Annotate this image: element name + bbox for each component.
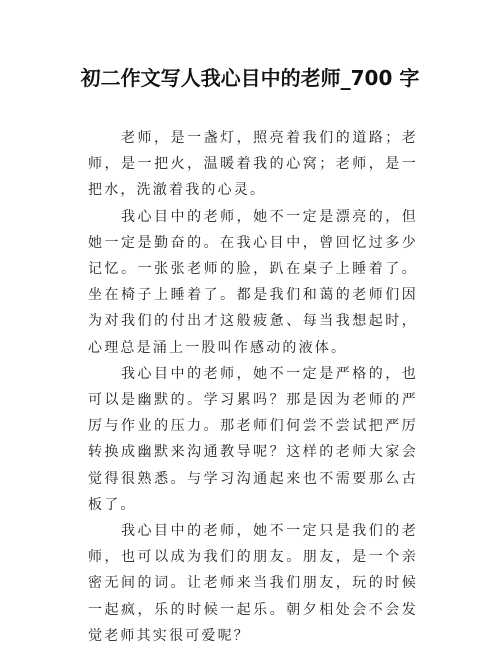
paragraph-2: 我心目中的老师，她不一定是漂亮的，但她一定是勤奋的。在我心目中，曾回忆过多少记忆。一张张老师的脸，趴在桌子上睡着了。坐在椅子上睡着了。都是我们和蔼的老师们因为对我们的付出才这般疲惫、每当我想起时，心理总是涌上一股叫作感动的液体。	[88, 208, 418, 356]
essay-body	[88, 125, 418, 649]
paragraph-4: 我心目中的老师，她不一定只是我们的老师，也可以成为我们的朋友。朋友，是一个亲密无间的词。让老师来当我们朋友，玩的时候一起疯，乐的时候一起乐。朝夕相处会不会发觉老师其实很可爱呢？	[88, 523, 418, 644]
paragraph-1: 老师，是一盏灯，照亮着我们的道路；老师，是一把火，温暖着我的心窝；老师，是一把水，洗澈着我的心灵。	[88, 130, 418, 199]
paragraph-3: 我心目中的老师，她不一定是严格的，也可以是幽默的。学习累吗？那是因为老师的严厉与作业的压力。那老师们何尝不尝试把严厉转换成幽默来沟通教导呢？这样的老师大家会觉得很熟悉。与学习沟通起来也不需要那么古板了。	[88, 365, 418, 513]
page-title: 初二作文写人我心目中的老师_700 字	[80, 66, 420, 90]
